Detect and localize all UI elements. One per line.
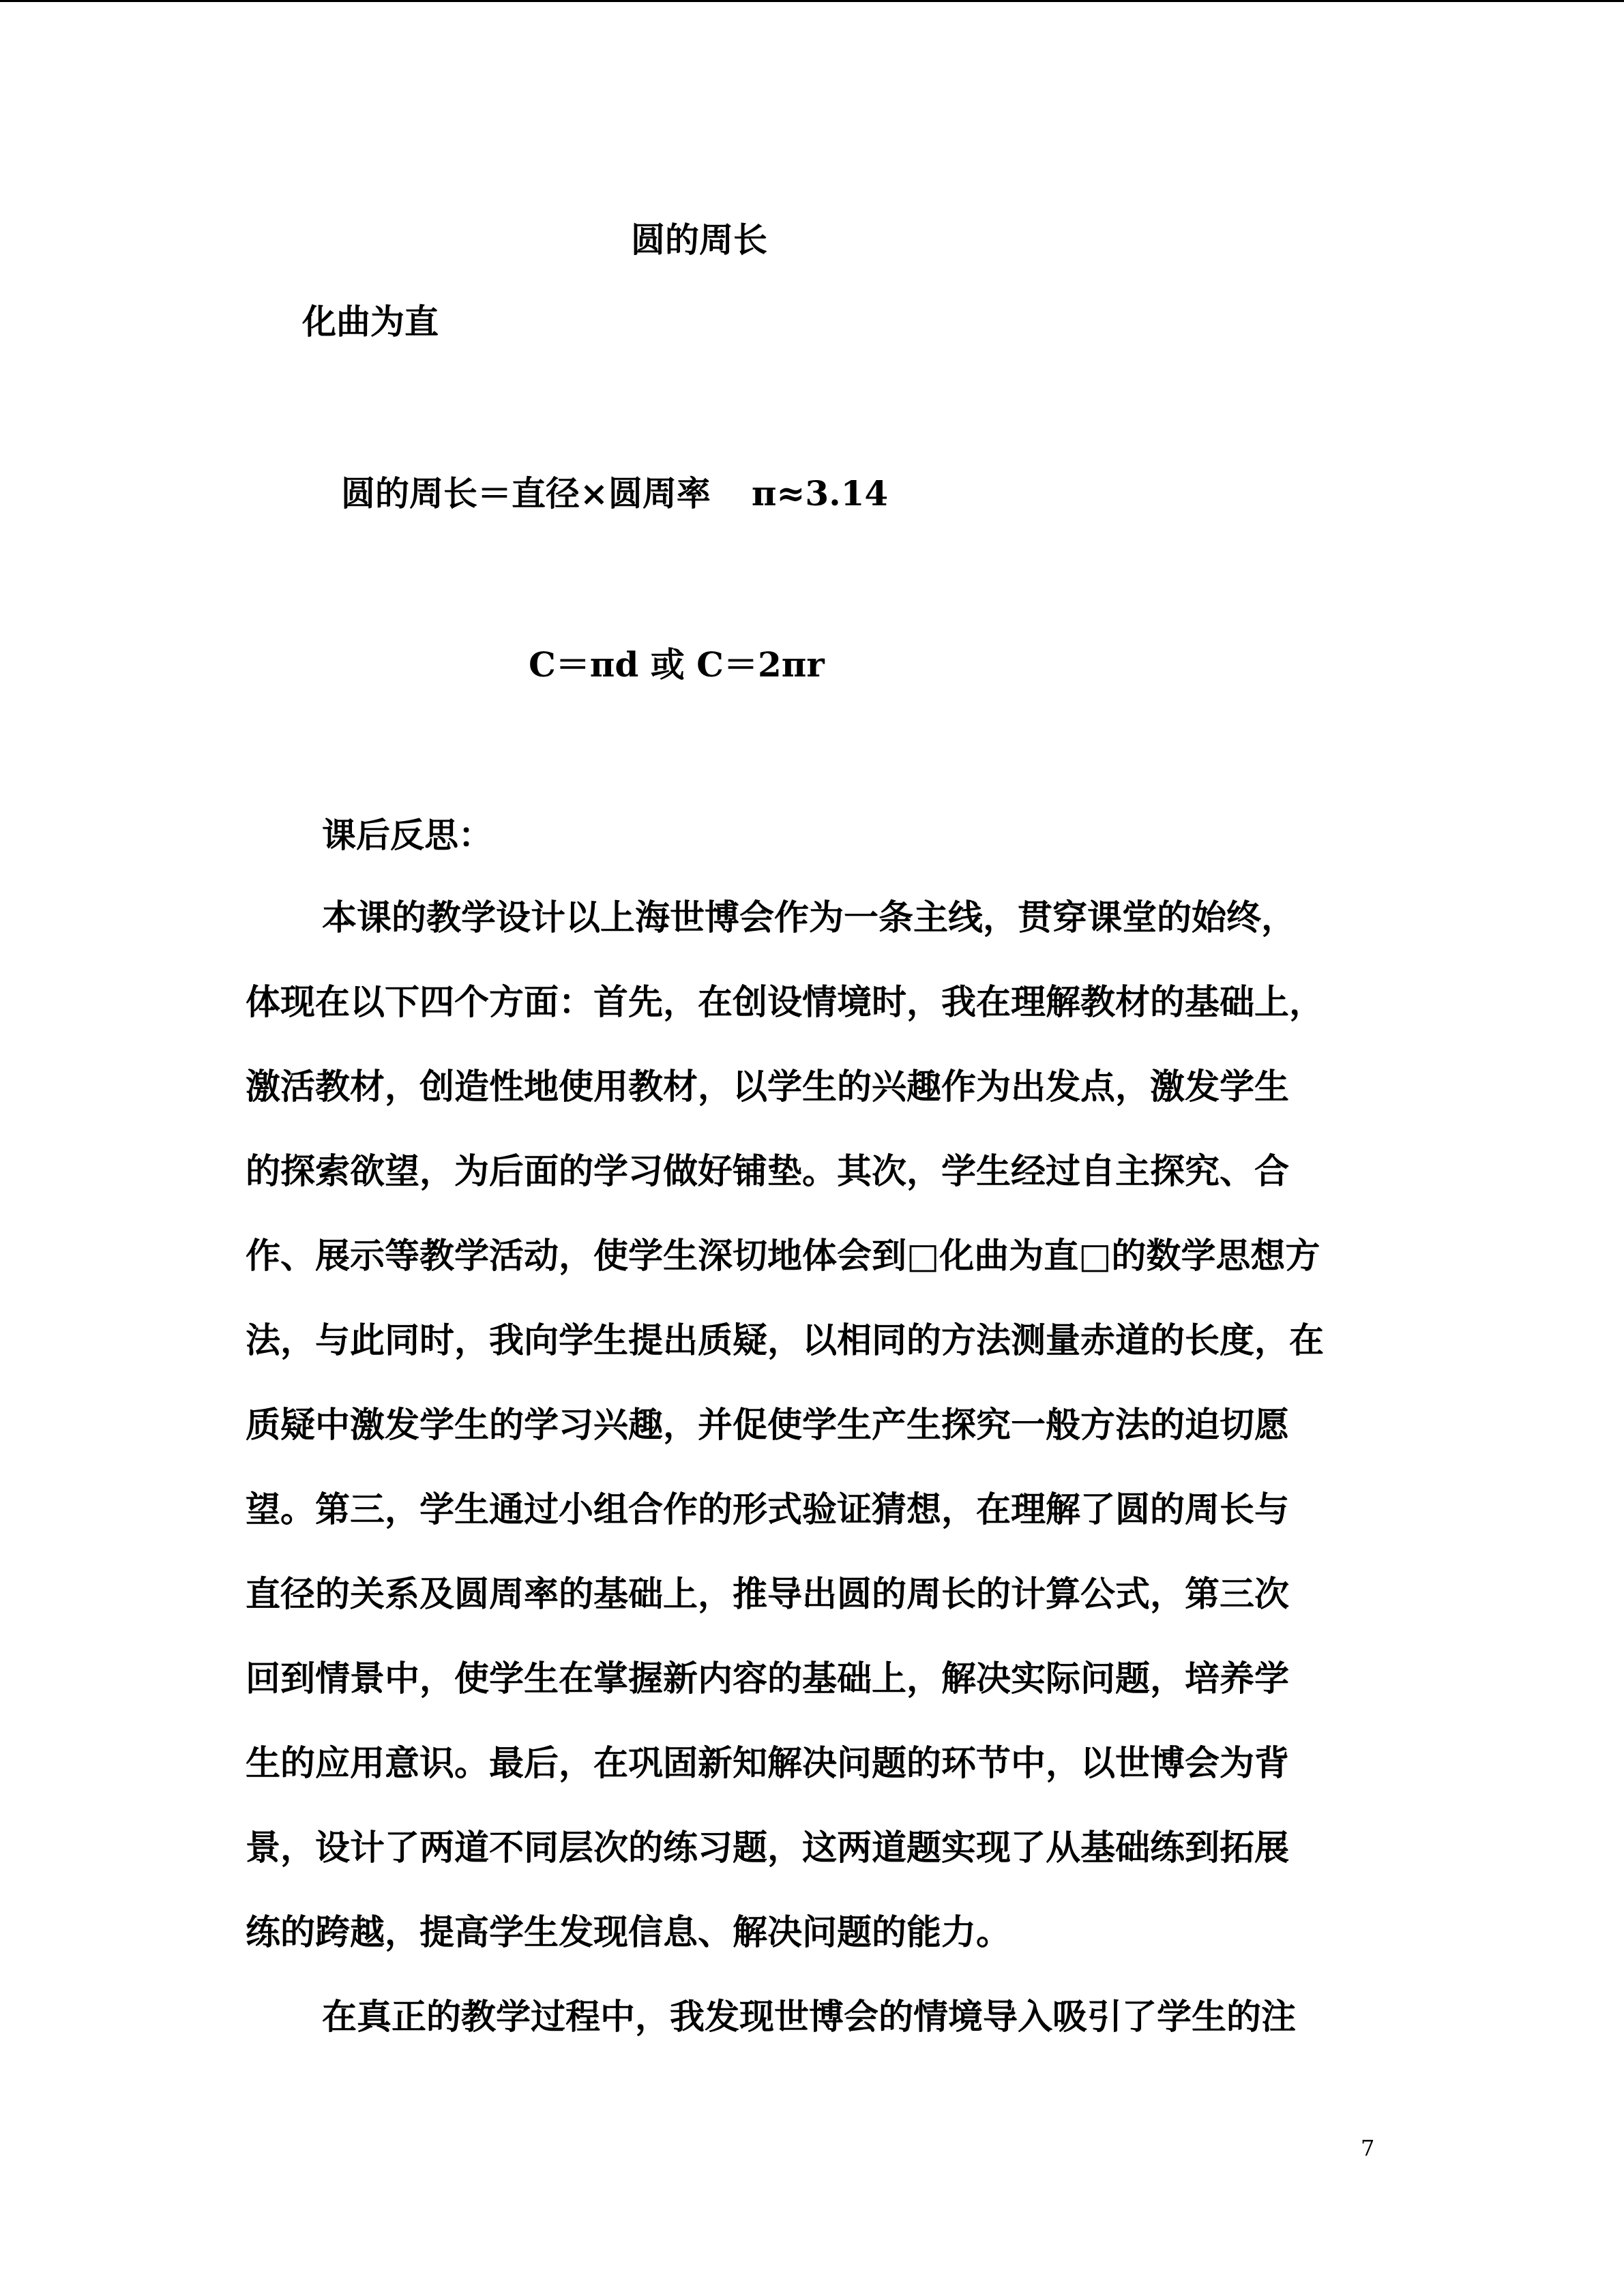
body-line: 法，与此同时，我向学生提出质疑，以相同的方法测量赤道的长度，在	[246, 1320, 1325, 1361]
body-line: 回到情景中，使学生在掌握新内容的基础上，解决实际问题，培养学	[246, 1658, 1290, 1699]
body-line: 望。第三，学生通过小组合作的形式验证猜想，在理解了圆的周长与	[246, 1489, 1290, 1530]
body-line: 生的应用意识。最后，在巩固新知解决问题的环节中，以世博会为背	[246, 1743, 1290, 1784]
body-line: 质疑中激发学生的学习兴趣，并促使学生产生探究一般方法的迫切愿	[246, 1405, 1290, 1446]
document-title: 圆的周长	[631, 220, 767, 260]
circumference-formula-text: 圆的周长＝直径×圆周率	[341, 473, 711, 513]
body-line: 直径的关系及圆周率的基础上，推导出圆的周长的计算公式，第三次	[246, 1574, 1290, 1615]
body-line: 体现在以下四个方面：首先，在创设情境时，我在理解教材的基础上，	[246, 982, 1325, 1023]
body-line: 景，设计了两道不同层次的练习题，这两道题实现了从基础练到拓展	[246, 1828, 1290, 1868]
page-number: 7	[1361, 2135, 1375, 2161]
reflection-body	[246, 891, 1381, 2074]
body-line: 在真正的教学过程中，我发现世博会的情境导入吸引了学生的注	[322, 1997, 1297, 2038]
circumference-formula	[341, 466, 888, 521]
document-subtitle: 化曲为直	[302, 301, 439, 342]
pi-approximation: π≈3.14	[751, 473, 889, 513]
body-line: 作、展示等教学活动，使学生深切地体会到□化曲为直□的数学思想方	[246, 1236, 1320, 1277]
reflection-heading: 课后反思：	[322, 815, 492, 855]
body-line: 激活教材，创造性地使用教材，以学生的兴趣作为出发点，激发学生	[246, 1067, 1290, 1107]
symbolic-formula: C＝πd 或 C＝2πr	[529, 644, 825, 685]
body-line: 练的跨越，提高学生发现信息、解决问题的能力。	[246, 1912, 1012, 1953]
body-line: 的探索欲望，为后面的学习做好铺垫。其次，学生经过自主探究、合	[246, 1151, 1290, 1192]
body-line: 本课的教学设计以上海世博会作为一条主线，贯穿课堂的始终，	[322, 897, 1297, 938]
